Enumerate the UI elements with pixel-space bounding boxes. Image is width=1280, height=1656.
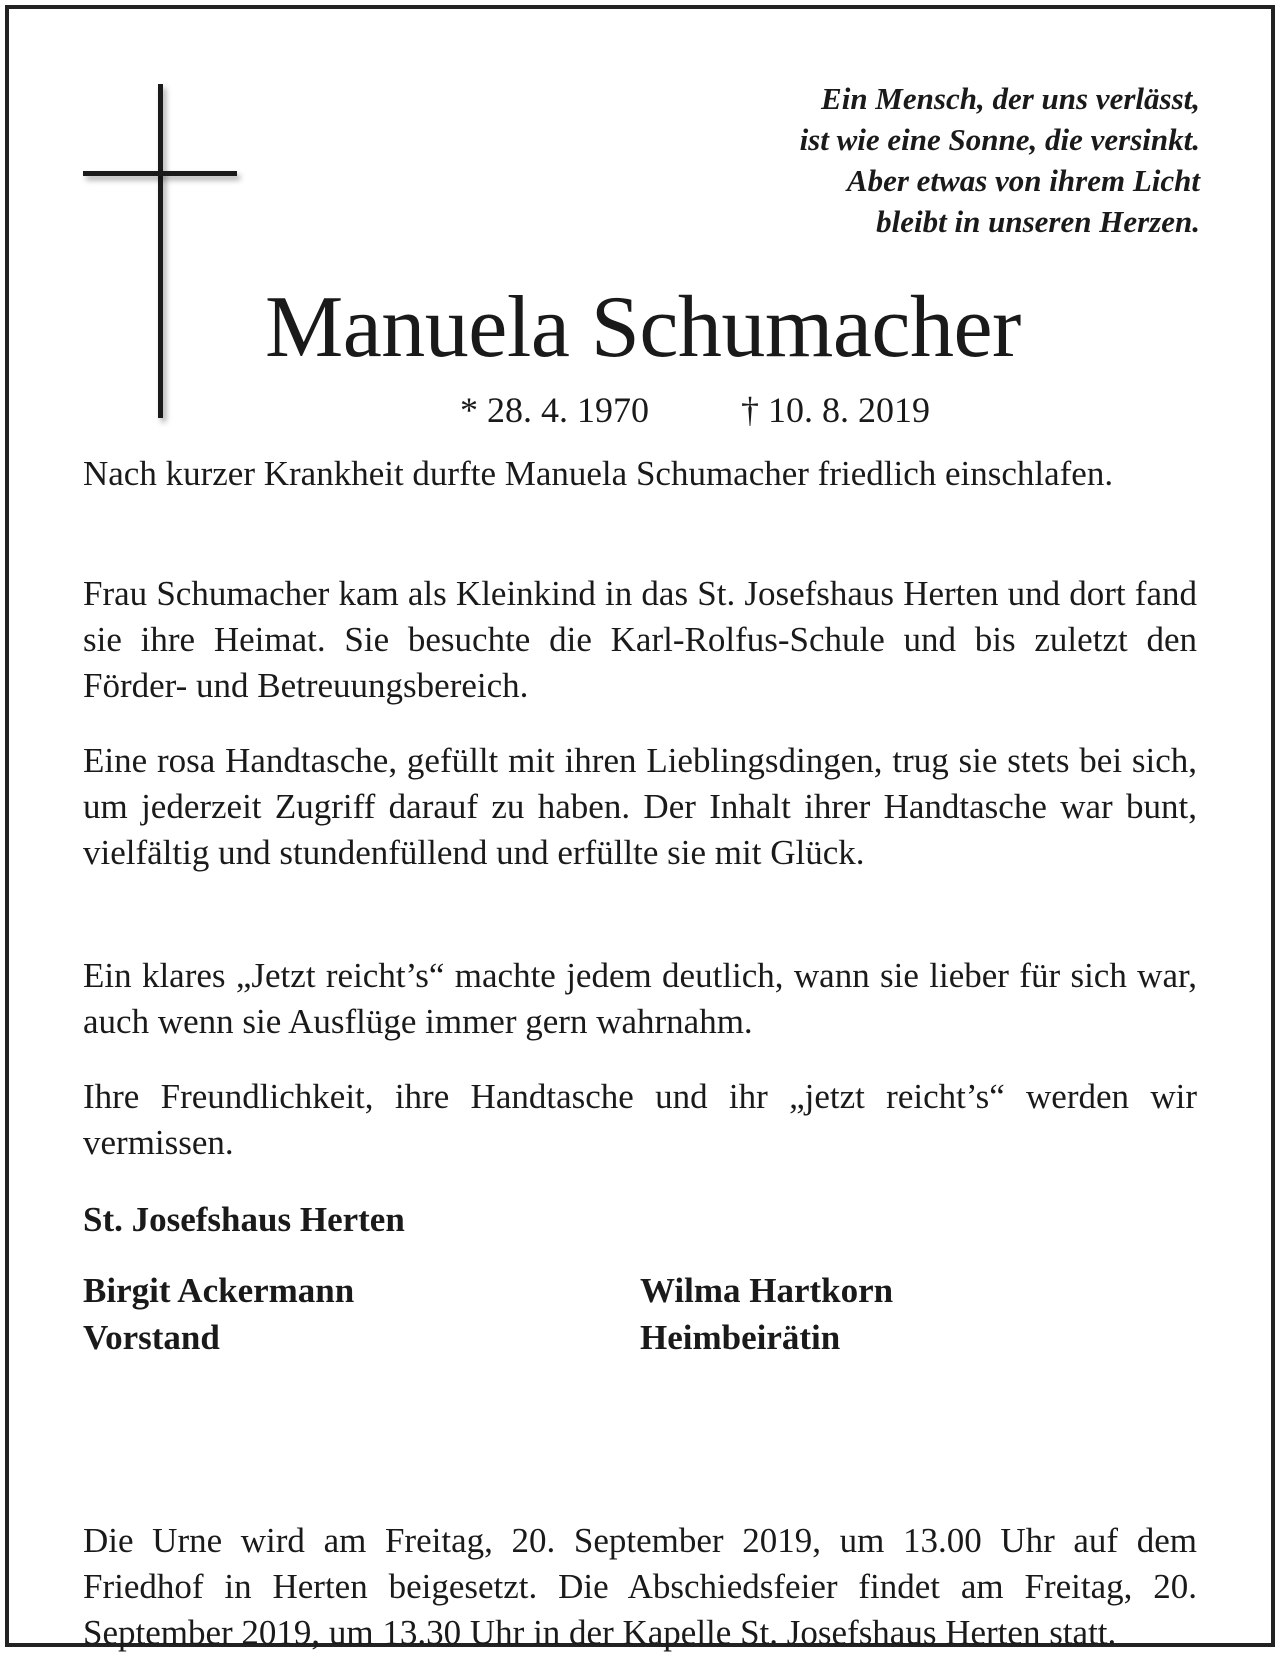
signatory-role: Vorstand	[83, 1318, 220, 1357]
signatory-name: Wilma Hartkorn	[640, 1271, 894, 1310]
death-date: † 10. 8. 2019	[741, 390, 930, 430]
motto-line: ist wie eine Sonne, die versinkt.	[799, 122, 1200, 157]
deceased-name: Manuela Schumacher	[265, 279, 1021, 376]
organization-signature: St. Josefshaus Herten	[83, 1200, 405, 1239]
body-paragraph: Nach kurzer Krankheit durfte Manuela Schumacher friedlich einschlafen.	[83, 454, 1114, 493]
signature-right	[640, 1267, 893, 1361]
life-dates	[460, 388, 930, 432]
motto-line: Aber etwas von ihrem Licht	[846, 163, 1200, 198]
body-paragraph: Frau Schumacher kam als Kleinkind in das St. Josefshaus Herten und dort fand sie ihre Heimat. Sie besuchte die Karl-Rolfus-Schule und bis zuletzt den Förder- und Betreuungsbereich.	[83, 574, 1197, 705]
motto-line: bleibt in unseren Herzen.	[876, 204, 1200, 239]
cross-icon-crossbar	[83, 171, 237, 176]
signatory-name: Birgit Ackermann	[83, 1271, 355, 1310]
signatory-role: Heimbeirätin	[640, 1318, 841, 1357]
funeral-notice: Die Urne wird am Freitag, 20. September 2019, um 13.00 Uhr auf dem Friedhof in Herten beigesetzt. Die Abschiedsfeier findet am Freitag, 20. September 2019, um 13.30 Uhr in der Kapelle St. Josefshaus Herten statt.	[83, 1521, 1197, 1652]
birth-date: * 28. 4. 1970	[460, 390, 649, 430]
motto-line: Ein Mensch, der uns verlässt,	[821, 81, 1200, 116]
cross-icon	[158, 84, 163, 418]
motto-quote	[500, 78, 1200, 242]
body-paragraph: Ihre Freundlichkeit, ihre Handtasche und ihr „jetzt reicht’s“ werden wir vermissen.	[83, 1077, 1197, 1162]
body-paragraph: Eine rosa Handtasche, gefüllt mit ihren Lieblingsdingen, trug sie stets bei sich, um jederzeit Zugriff darauf zu haben. Der Inhalt ihrer Handtasche war bunt, vielfältig und stundenfüllend und erfüllte sie mit Glück.	[83, 741, 1197, 872]
signature-left	[83, 1267, 354, 1361]
body-paragraph: Ein klares „Jetzt reicht’s“ machte jedem deutlich, wann sie lieber für sich war, auch wenn sie Ausflüge immer gern wahrnahm.	[83, 956, 1197, 1041]
